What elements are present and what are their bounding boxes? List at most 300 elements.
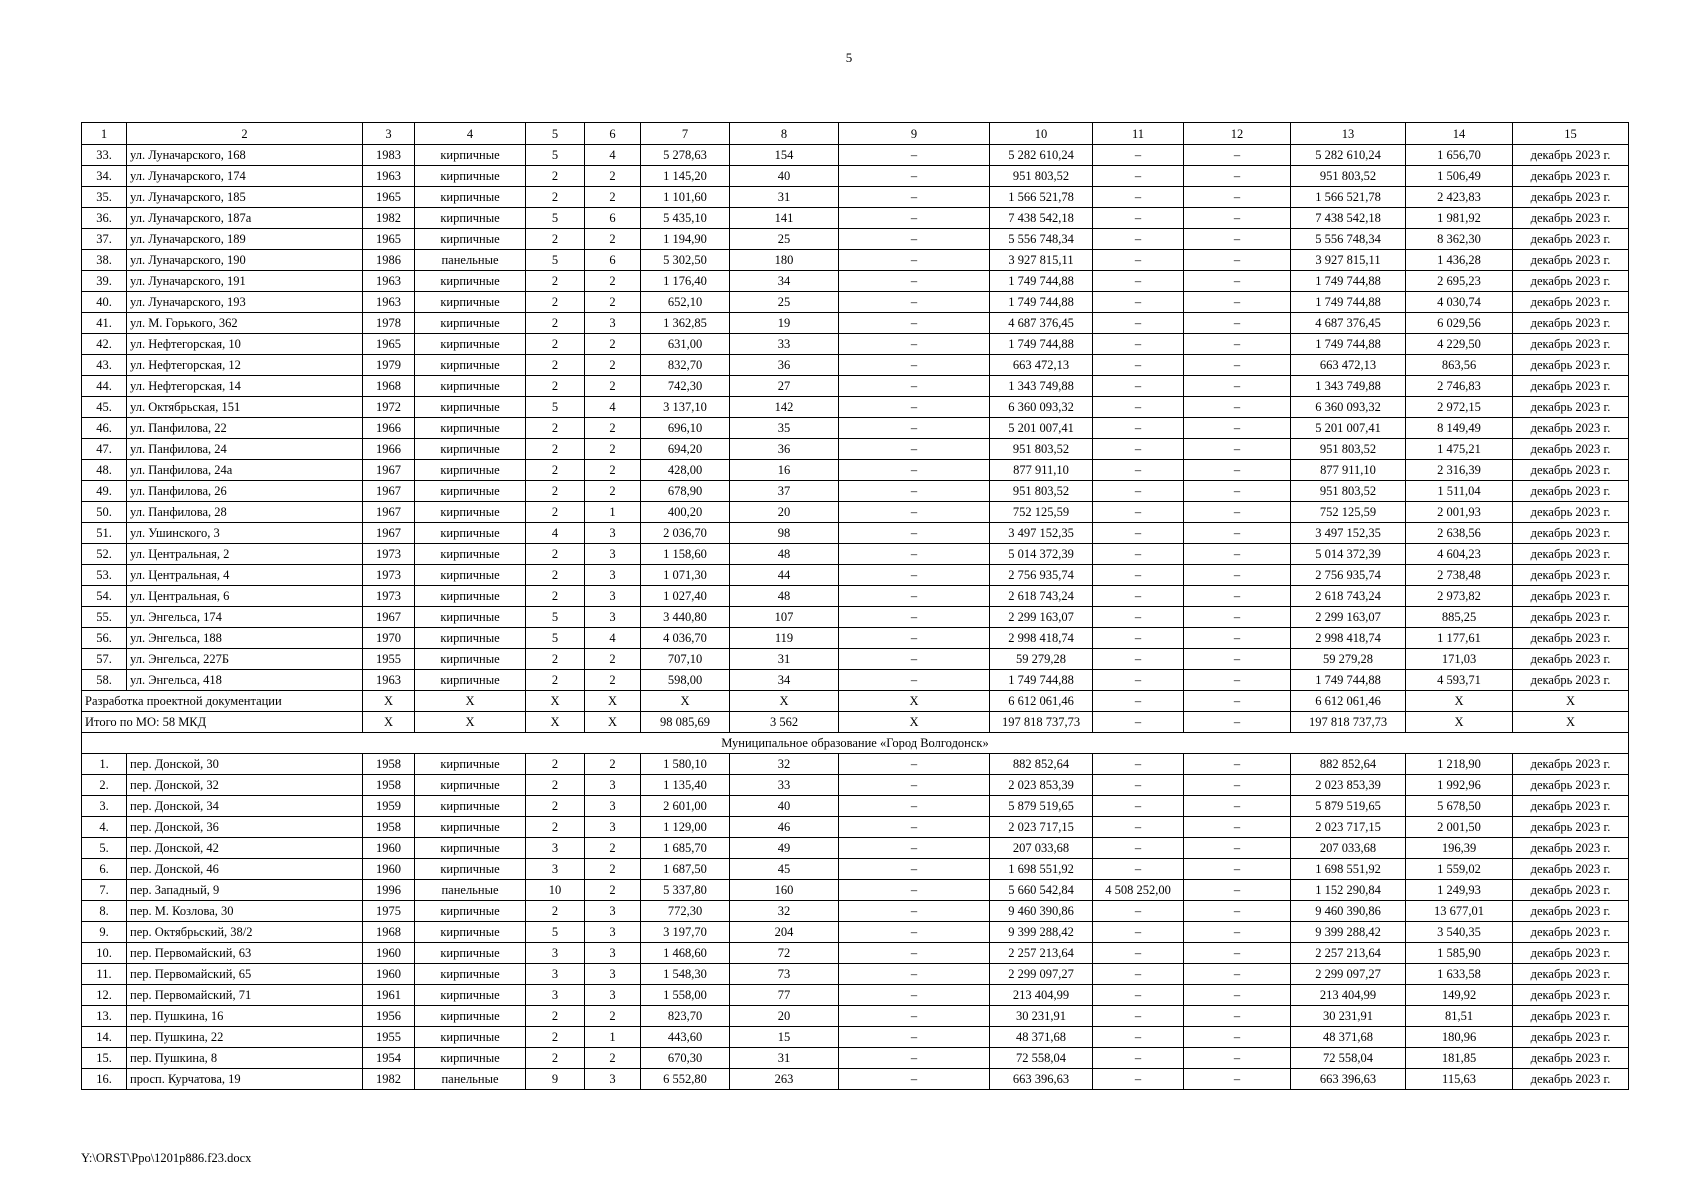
table-cell: – xyxy=(1093,964,1184,985)
table-cell: – xyxy=(1184,691,1291,712)
table-cell: 11. xyxy=(82,964,127,985)
table-cell: 2 xyxy=(526,1006,585,1027)
address-cell: ул. Луначарского, 187а xyxy=(127,208,363,229)
table-cell: – xyxy=(1093,313,1184,334)
table-cell: – xyxy=(1093,838,1184,859)
table-cell: 52. xyxy=(82,544,127,565)
table-cell: кирпичные xyxy=(415,901,526,922)
table-cell: 181,85 xyxy=(1406,1048,1513,1069)
table-cell: 9 460 390,86 xyxy=(1291,901,1406,922)
table-cell: кирпичные xyxy=(415,985,526,1006)
table-cell: 951 803,52 xyxy=(1291,166,1406,187)
table-cell: 6 xyxy=(585,208,641,229)
table-cell: 2 299 097,27 xyxy=(990,964,1093,985)
table-cell: 951 803,52 xyxy=(1291,439,1406,460)
table-cell: – xyxy=(839,607,990,628)
table-row xyxy=(82,208,1629,229)
table-cell: 1 152 290,84 xyxy=(1291,880,1406,901)
table-cell: 30 231,91 xyxy=(1291,1006,1406,1027)
table-cell: 4 508 252,00 xyxy=(1093,880,1184,901)
table-cell: – xyxy=(839,418,990,439)
table-cell: декабрь 2023 г. xyxy=(1513,334,1629,355)
table-cell: 2 xyxy=(526,166,585,187)
table-cell: 3 xyxy=(585,985,641,1006)
table-cell: – xyxy=(1093,481,1184,502)
table-cell: 1955 xyxy=(363,1027,415,1048)
table-cell: 44 xyxy=(730,565,839,586)
table-cell: – xyxy=(839,313,990,334)
table-cell: 180 xyxy=(730,250,839,271)
table-cell: 1959 xyxy=(363,796,415,817)
column-number-header: 6 xyxy=(585,123,641,145)
address-cell: ул. Луначарского, 174 xyxy=(127,166,363,187)
table-cell: 1966 xyxy=(363,439,415,460)
table-cell: – xyxy=(1184,670,1291,691)
address-cell: ул. Энгельса, 174 xyxy=(127,607,363,628)
table-cell: 4 687 376,45 xyxy=(1291,313,1406,334)
table-cell: 9 399 288,42 xyxy=(990,922,1093,943)
table-row xyxy=(82,544,1629,565)
table-cell: 5 xyxy=(526,208,585,229)
table-cell: 2 xyxy=(526,1027,585,1048)
table-row xyxy=(82,355,1629,376)
table-row xyxy=(82,1006,1629,1027)
table-cell: декабрь 2023 г. xyxy=(1513,775,1629,796)
table-cell: кирпичные xyxy=(415,397,526,418)
table-cell: 13 677,01 xyxy=(1406,901,1513,922)
table-row xyxy=(82,376,1629,397)
table-cell: X xyxy=(1406,691,1513,712)
table-cell: кирпичные xyxy=(415,313,526,334)
table-cell: 3 197,70 xyxy=(641,922,730,943)
table-cell: 1960 xyxy=(363,859,415,880)
table-cell: – xyxy=(1093,523,1184,544)
table-cell: 2 638,56 xyxy=(1406,523,1513,544)
table-cell: 1975 xyxy=(363,901,415,922)
table-row xyxy=(82,250,1629,271)
table-cell: 141 xyxy=(730,208,839,229)
table-cell: 5. xyxy=(82,838,127,859)
table-cell: – xyxy=(1184,334,1291,355)
table-cell: 2 xyxy=(585,859,641,880)
table-cell: – xyxy=(839,754,990,775)
table-cell: X xyxy=(839,691,990,712)
table-cell: – xyxy=(839,166,990,187)
table-cell: – xyxy=(1184,1048,1291,1069)
table-cell: – xyxy=(1184,397,1291,418)
table-cell: 6 360 093,32 xyxy=(1291,397,1406,418)
table-cell: 33 xyxy=(730,334,839,355)
table-cell: 5 282 610,24 xyxy=(990,145,1093,166)
table-cell: 41. xyxy=(82,313,127,334)
table-cell: – xyxy=(839,985,990,1006)
table-cell: 2 xyxy=(526,586,585,607)
section-title: Муниципальное образование «Город Волгодонск» xyxy=(82,733,1629,754)
table-cell: декабрь 2023 г. xyxy=(1513,187,1629,208)
table-cell: 2 xyxy=(585,355,641,376)
table-cell: панельные xyxy=(415,880,526,901)
table-cell: 2 xyxy=(526,187,585,208)
table-cell: кирпичные xyxy=(415,859,526,880)
table-cell: 1 129,00 xyxy=(641,817,730,838)
table-cell: 2 xyxy=(526,565,585,586)
table-cell: – xyxy=(1093,943,1184,964)
table-cell: кирпичные xyxy=(415,376,526,397)
table-cell: – xyxy=(839,334,990,355)
table-cell: декабрь 2023 г. xyxy=(1513,481,1629,502)
address-cell: ул. Октябрьская, 151 xyxy=(127,397,363,418)
table-cell: – xyxy=(1093,796,1184,817)
table-cell: декабрь 2023 г. xyxy=(1513,754,1629,775)
table-cell: 3 xyxy=(585,565,641,586)
table-cell: 882 852,64 xyxy=(990,754,1093,775)
table-cell: 3 137,10 xyxy=(641,397,730,418)
table-cell: 707,10 xyxy=(641,649,730,670)
table-cell: 1 475,21 xyxy=(1406,439,1513,460)
table-cell: 1 566 521,78 xyxy=(990,187,1093,208)
table-cell: – xyxy=(839,523,990,544)
table-cell: 1 698 551,92 xyxy=(1291,859,1406,880)
table-cell: 27 xyxy=(730,376,839,397)
address-cell: ул. Энгельса, 418 xyxy=(127,670,363,691)
column-number-header: 4 xyxy=(415,123,526,145)
address-cell: ул. Луначарского, 168 xyxy=(127,145,363,166)
table-cell: X xyxy=(526,712,585,733)
table-row xyxy=(82,313,1629,334)
table-cell: – xyxy=(1093,565,1184,586)
table-cell: – xyxy=(1184,775,1291,796)
table-cell: – xyxy=(1093,1027,1184,1048)
table-cell: 8. xyxy=(82,901,127,922)
table-cell: 42. xyxy=(82,334,127,355)
table-cell: 1 xyxy=(585,1027,641,1048)
table-cell: 48 xyxy=(730,544,839,565)
table-cell: – xyxy=(839,796,990,817)
table-cell: 15 xyxy=(730,1027,839,1048)
table-cell: 4 604,23 xyxy=(1406,544,1513,565)
table-cell: 1978 xyxy=(363,313,415,334)
table-cell: 49. xyxy=(82,481,127,502)
address-cell: ул. Панфилова, 24 xyxy=(127,439,363,460)
table-cell: – xyxy=(1184,859,1291,880)
table-cell: 2 601,00 xyxy=(641,796,730,817)
table-cell: 877 911,10 xyxy=(990,460,1093,481)
table-cell: 197 818 737,73 xyxy=(1291,712,1406,733)
table-cell: 1973 xyxy=(363,565,415,586)
table-cell: 4 593,71 xyxy=(1406,670,1513,691)
table-cell: кирпичные xyxy=(415,838,526,859)
table-cell: – xyxy=(839,271,990,292)
table-row xyxy=(82,502,1629,523)
table-cell: – xyxy=(1184,1069,1291,1090)
table-row xyxy=(82,523,1629,544)
table-row xyxy=(82,943,1629,964)
table-cell: 443,60 xyxy=(641,1027,730,1048)
table-cell: 72 558,04 xyxy=(1291,1048,1406,1069)
table-cell: кирпичные xyxy=(415,439,526,460)
table-cell: 72 558,04 xyxy=(990,1048,1093,1069)
table-cell: 9 399 288,42 xyxy=(1291,922,1406,943)
table-cell: 6 552,80 xyxy=(641,1069,730,1090)
table-cell: 1966 xyxy=(363,418,415,439)
table-cell: декабрь 2023 г. xyxy=(1513,439,1629,460)
table-cell: – xyxy=(1093,586,1184,607)
address-cell: ул. Нефтегорская, 14 xyxy=(127,376,363,397)
table-row xyxy=(82,880,1629,901)
table-cell: 1 687,50 xyxy=(641,859,730,880)
table-cell: кирпичные xyxy=(415,292,526,313)
table-row xyxy=(82,166,1629,187)
table-cell: 2 xyxy=(585,292,641,313)
table-cell: 40 xyxy=(730,166,839,187)
table-cell: X xyxy=(526,691,585,712)
table-cell: 2 xyxy=(585,334,641,355)
table-cell: – xyxy=(839,481,990,502)
table-cell: – xyxy=(839,922,990,943)
table-cell: 44. xyxy=(82,376,127,397)
column-number-header: 14 xyxy=(1406,123,1513,145)
table-cell: – xyxy=(1184,523,1291,544)
table-cell: 1 749 744,88 xyxy=(1291,334,1406,355)
table-cell: 2 xyxy=(585,376,641,397)
table-cell: – xyxy=(1184,649,1291,670)
table-cell: 1958 xyxy=(363,775,415,796)
table-cell: 882 852,64 xyxy=(1291,754,1406,775)
address-cell: ул. Центральная, 4 xyxy=(127,565,363,586)
table-cell: – xyxy=(1093,208,1184,229)
table-cell: – xyxy=(1184,565,1291,586)
table-cell: декабрь 2023 г. xyxy=(1513,586,1629,607)
table-cell: 2 xyxy=(526,754,585,775)
table-cell: – xyxy=(839,355,990,376)
table-cell: 3 xyxy=(585,523,641,544)
table-cell: 1 101,60 xyxy=(641,187,730,208)
table-cell: 107 xyxy=(730,607,839,628)
table-cell: 33 xyxy=(730,775,839,796)
table-cell: – xyxy=(839,775,990,796)
table-cell: X xyxy=(730,691,839,712)
table-cell: 3. xyxy=(82,796,127,817)
table-cell: – xyxy=(839,943,990,964)
column-number-header: 3 xyxy=(363,123,415,145)
address-cell: пер. Пушкина, 16 xyxy=(127,1006,363,1027)
table-cell: 1965 xyxy=(363,187,415,208)
table-row xyxy=(82,796,1629,817)
table-cell: 3 xyxy=(585,544,641,565)
table-cell: 3 xyxy=(585,943,641,964)
table-cell: 3 497 152,35 xyxy=(990,523,1093,544)
table-cell: 598,00 xyxy=(641,670,730,691)
table-cell: декабрь 2023 г. xyxy=(1513,250,1629,271)
table-cell: 2 036,70 xyxy=(641,523,730,544)
address-cell: ул. Энгельса, 188 xyxy=(127,628,363,649)
table-cell: 37. xyxy=(82,229,127,250)
table-cell: 3 540,35 xyxy=(1406,922,1513,943)
table-cell: – xyxy=(1184,880,1291,901)
table-cell: декабрь 2023 г. xyxy=(1513,376,1629,397)
table-cell: 1 580,10 xyxy=(641,754,730,775)
table-cell: – xyxy=(1184,817,1291,838)
table-cell: кирпичные xyxy=(415,208,526,229)
table-cell: 4 xyxy=(585,628,641,649)
table-cell: 1963 xyxy=(363,271,415,292)
table-cell: 1986 xyxy=(363,250,415,271)
table-cell: 39. xyxy=(82,271,127,292)
table-cell: 81,51 xyxy=(1406,1006,1513,1027)
table-cell: 951 803,52 xyxy=(1291,481,1406,502)
table-cell: 2 423,83 xyxy=(1406,187,1513,208)
table-cell: 55. xyxy=(82,607,127,628)
table-cell: 1960 xyxy=(363,838,415,859)
table-cell: декабрь 2023 г. xyxy=(1513,1027,1629,1048)
table-cell: 35 xyxy=(730,418,839,439)
design-documentation-row xyxy=(82,691,1629,712)
table-cell: 4 687 376,45 xyxy=(990,313,1093,334)
table-row xyxy=(82,439,1629,460)
table-cell: 1963 xyxy=(363,292,415,313)
table-cell: – xyxy=(1093,691,1184,712)
table-row xyxy=(82,565,1629,586)
table-cell: 2 xyxy=(526,649,585,670)
table-cell: 3 xyxy=(526,838,585,859)
table-cell: 1967 xyxy=(363,502,415,523)
table-cell: 3 xyxy=(585,586,641,607)
table-cell: – xyxy=(1184,985,1291,1006)
table-cell: – xyxy=(839,817,990,838)
table-cell: 1967 xyxy=(363,523,415,544)
table-cell: 25 xyxy=(730,292,839,313)
table-cell: – xyxy=(1093,460,1184,481)
table-cell: кирпичные xyxy=(415,460,526,481)
table-cell: 1 343 749,88 xyxy=(990,376,1093,397)
file-path-footer: Y:\ORST\Ppo\1201p886.f23.docx xyxy=(81,1151,252,1165)
table-cell: 1965 xyxy=(363,229,415,250)
table-cell: 25 xyxy=(730,229,839,250)
table-cell: – xyxy=(1093,229,1184,250)
table-cell: декабрь 2023 г. xyxy=(1513,649,1629,670)
table-cell: 207 033,68 xyxy=(1291,838,1406,859)
table-row xyxy=(82,859,1629,880)
table-cell: 46. xyxy=(82,418,127,439)
address-cell: ул. Луначарского, 185 xyxy=(127,187,363,208)
address-cell: пер. Пушкина, 8 xyxy=(127,1048,363,1069)
table-cell: 30 231,91 xyxy=(990,1006,1093,1027)
table-cell: – xyxy=(839,670,990,691)
table-cell: 5 xyxy=(526,145,585,166)
table-cell: 5 660 542,84 xyxy=(990,880,1093,901)
page-number: 5 xyxy=(845,50,853,65)
table-cell: 263 xyxy=(730,1069,839,1090)
address-cell: пер. Пушкина, 22 xyxy=(127,1027,363,1048)
table-cell: 72 xyxy=(730,943,839,964)
table-cell: X xyxy=(363,691,415,712)
table-cell: 98 085,69 xyxy=(641,712,730,733)
table-cell: – xyxy=(1093,754,1184,775)
table-cell: 1956 xyxy=(363,1006,415,1027)
table-cell: 1 177,61 xyxy=(1406,628,1513,649)
table-cell: – xyxy=(1184,754,1291,775)
table-cell: 10 xyxy=(526,880,585,901)
table-cell: – xyxy=(839,901,990,922)
table-cell: 40. xyxy=(82,292,127,313)
table-row xyxy=(82,460,1629,481)
table-cell: – xyxy=(1184,502,1291,523)
table-cell: 31 xyxy=(730,649,839,670)
table-cell: 2 023 717,15 xyxy=(1291,817,1406,838)
table-cell: – xyxy=(1184,922,1291,943)
table-cell: 3 xyxy=(585,922,641,943)
table-cell: 1967 xyxy=(363,607,415,628)
column-number-header: 7 xyxy=(641,123,730,145)
table-cell: кирпичные xyxy=(415,481,526,502)
table-cell: 154 xyxy=(730,145,839,166)
table-cell: – xyxy=(1093,439,1184,460)
table-cell: 149,92 xyxy=(1406,985,1513,1006)
table-cell: – xyxy=(839,1027,990,1048)
table-cell: 7 438 542,18 xyxy=(990,208,1093,229)
table-cell: 1 749 744,88 xyxy=(1291,670,1406,691)
table-cell: – xyxy=(1093,775,1184,796)
table-cell: – xyxy=(1093,502,1184,523)
table-cell: 663 472,13 xyxy=(990,355,1093,376)
table-row xyxy=(82,418,1629,439)
column-number-header: 8 xyxy=(730,123,839,145)
table-cell: 4 229,50 xyxy=(1406,334,1513,355)
table-row xyxy=(82,1048,1629,1069)
table-cell: 1996 xyxy=(363,880,415,901)
table-cell: – xyxy=(839,838,990,859)
address-cell: ул. Луначарского, 193 xyxy=(127,292,363,313)
table-cell: 1960 xyxy=(363,964,415,985)
table-cell: 1983 xyxy=(363,145,415,166)
table-cell: 4. xyxy=(82,817,127,838)
table-cell: – xyxy=(1184,796,1291,817)
table-cell: 2 xyxy=(526,775,585,796)
table-cell: – xyxy=(1184,544,1291,565)
table-cell: 1 749 744,88 xyxy=(1291,292,1406,313)
table-cell: 2 756 935,74 xyxy=(1291,565,1406,586)
table-cell: 5 435,10 xyxy=(641,208,730,229)
table-cell: 3 xyxy=(526,943,585,964)
table-cell: – xyxy=(1093,985,1184,1006)
table-cell: 1982 xyxy=(363,208,415,229)
table-cell: 2 299 163,07 xyxy=(1291,607,1406,628)
table-cell: X xyxy=(1513,691,1629,712)
table-cell: декабрь 2023 г. xyxy=(1513,964,1629,985)
address-cell: ул. Луначарского, 190 xyxy=(127,250,363,271)
table-cell: 48. xyxy=(82,460,127,481)
table-cell: 652,10 xyxy=(641,292,730,313)
table-cell: 4 030,74 xyxy=(1406,292,1513,313)
table-cell: 5 879 519,65 xyxy=(990,796,1093,817)
table-cell: 2 xyxy=(526,229,585,250)
column-number-header: 12 xyxy=(1184,123,1291,145)
table-cell: кирпичные xyxy=(415,145,526,166)
table-cell: 2 023 853,39 xyxy=(990,775,1093,796)
address-cell: ул. М. Горького, 362 xyxy=(127,313,363,334)
table-cell: 2 xyxy=(585,229,641,250)
table-cell: 5 201 007,41 xyxy=(990,418,1093,439)
table-cell: – xyxy=(839,1069,990,1090)
table-cell: 5 xyxy=(526,397,585,418)
table-cell: 3 xyxy=(585,964,641,985)
table-cell: 2 xyxy=(526,376,585,397)
table-cell: 752 125,59 xyxy=(990,502,1093,523)
table-cell: 2 xyxy=(526,292,585,313)
table-cell: 1979 xyxy=(363,355,415,376)
table-cell: X xyxy=(363,712,415,733)
table-cell: 877 911,10 xyxy=(1291,460,1406,481)
